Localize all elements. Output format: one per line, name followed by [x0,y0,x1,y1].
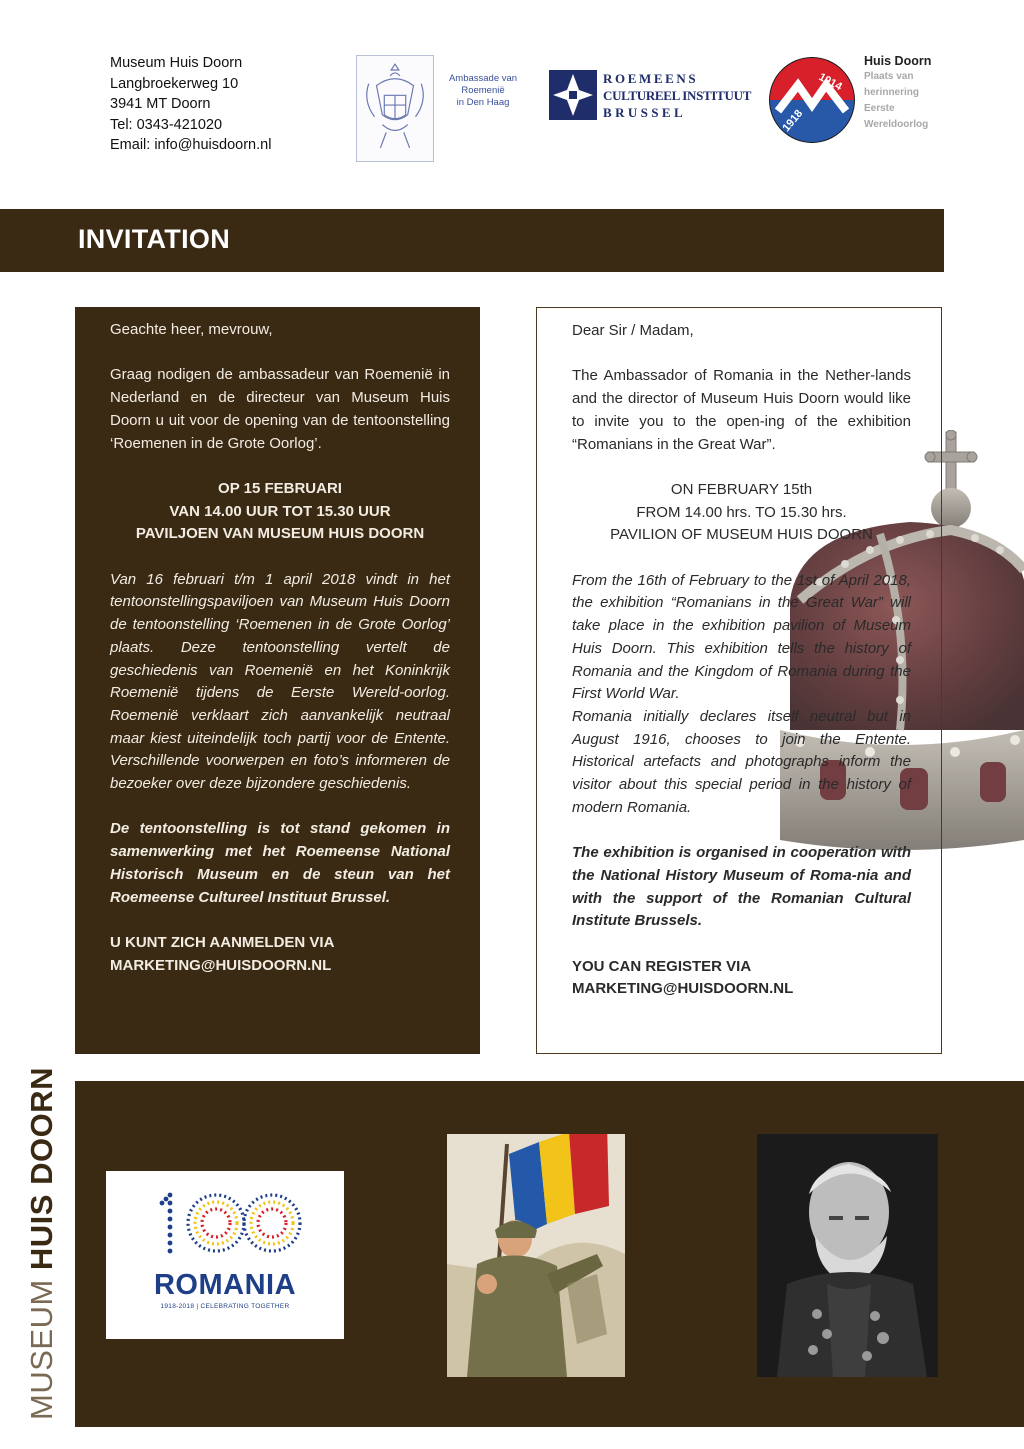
king-portrait-icon [757,1134,938,1377]
huis-doorn-badge [768,55,856,145]
invitation-banner [0,209,944,272]
romania-100-tagline: 1918-2018 | CELEBRATING TOGETHER [160,1303,290,1310]
huis-doorn-tagline: herinnering [864,87,920,98]
wordmark-bold: HUIS DOORN [24,1067,59,1271]
huis-doorn-name: Huis Doorn [864,54,932,68]
dutch-description: Van 16 februari t/m 1 april 2018 vindt in het tentoonstellingspaviljoen van Museum Huis Doorn de tentoonstelling ‘Roemenen in de Grote Oorlog’ plaats. Deze tentoonstelling vertelt de geschiedenis van Roemenië en het Koninkrijk Roemenië tijdens de Eerste Wereld-oorlog. Roemenië verklaart zich aanvankelijk neutraal maar kiest uiteindelijk toch partij voor de Entente. Verschillende voorwerpen en foto’s informeren de bezoeker over deze bijzondere geschiedenis. [110,570,450,793]
english-register [572,956,911,1001]
dutch-register-label: U KUNT ZICH AANMELDEN VIA [110,933,335,951]
huis-doorn-tagline: Plaats van [864,71,914,82]
english-cooperation: The exhibition is organised in cooperation with the National History Museum of Roma-nia and with the support of the Romanian Cultural Institute Brussels. [572,844,911,930]
embassy-name [442,73,524,109]
address-line: Museum Huis Doorn [110,55,243,71]
english-description [572,570,911,820]
english-event-details [572,479,911,547]
coat-of-arms-icon [356,55,434,162]
address-line: Langbroekerweg 10 [110,75,239,92]
huis-doorn-tagline: Eerste [864,103,895,114]
dutch-event-details [110,478,450,546]
address-line: 3941 MT Doorn [110,96,211,112]
english-event-date: ON FEBRUARY 15th [670,480,813,498]
english-register-label: YOU CAN REGISTER VIA [572,957,752,975]
embassy-line: Roemenië [461,85,505,96]
dutch-salutation: Geachte heer, mevrouw, [110,321,273,338]
dutch-cooperation: De tentoonstelling is tot stand gekomen in samenwerking met het Roemeense National Historisch Museum en de steun van het Roemeense Cultureel Instituut Brussel. [110,820,450,906]
rci-cross-icon [549,70,597,120]
huis-doorn-tagline: Wereldoorlog [864,119,929,130]
english-salutation: Dear Sir / Madam, [572,322,694,339]
dutch-register [110,932,450,977]
rci-name [603,71,751,121]
embassy-line: in Den Haag [456,97,510,108]
romania-100-logo [106,1171,344,1339]
english-intro: The Ambassador of Romania in the Nether-lands and the director of Museum Huis Doorn would like to invite you to the open-ing of the exhibition “Romanians in the Great War”. [572,367,911,453]
dutch-event-date: OP 15 FEBRUARI [218,479,342,497]
dutch-register-email-link[interactable]: MARKETING@HUISDOORN.NL [110,956,332,974]
museum-vertical-wordmark [24,1067,60,1420]
english-description-part2: Romania initially declares itself neutral but in August 1916, chooses to join the Entente. Historical artefacts and photographs inform the visitor about this special period in the history of modern Romania. [572,707,911,816]
embassy-logo [356,55,524,162]
english-event-location: PAVILION OF MUSEUM HUIS DOORN [610,526,873,544]
page-title: INVITATION [78,224,230,254]
rci-line: CULTUREEL INSTITUUT [603,88,752,103]
address-line[interactable]: Email: info@huisdoorn.nl [110,137,272,153]
dutch-event-location: PAVILJOEN VAN MUSEUM HUIS DOORN [135,525,425,543]
dutch-event-time: VAN 14.00 UUR TOT 15.30 UUR [169,502,391,520]
badge-year-bottom: 1918 [780,107,806,135]
embassy-line: Ambassade van [448,73,518,84]
rci-line: BRUSSEL [603,105,687,120]
romania-100-mark-icon [106,1171,344,1339]
english-register-email-link[interactable]: MARKETING@HUISDOORN.NL [572,980,794,998]
huis-doorn-text [864,53,931,133]
dutch-intro: Graag nodigen de ambassadeur van Roemenië in Nederland en de directeur van Museum Huis Doorn u uit voor de opening van de tentoonstelling ‘Roemenen in de Grote Oorlog’. [110,366,450,452]
dutch-column [75,307,480,1054]
soldier-poster-icon [447,1134,625,1377]
rci-logo [549,70,764,122]
romania-100-word: ROMANIA [153,1269,297,1301]
address-line: Tel: 0343-421020 [110,116,223,133]
badge-year-top: 1914 [816,71,844,94]
english-event-time: FROM 14.00 hrs. TO 15.30 hrs. [636,503,847,521]
wordmark-light: MUSEUM [24,1270,59,1420]
address-block [110,53,271,156]
english-column [536,307,942,1054]
english-description-part1: From the 16th of February to the 1st of April 2018, the exhibition “Romanians in the Great War” will take place in the exhibition pavilion of Museum Huis Doorn. This exhibition tells the history of Romania and the Kingdom of Romania during the First World War. [572,571,911,703]
rci-line: ROEMEENS [603,71,699,86]
